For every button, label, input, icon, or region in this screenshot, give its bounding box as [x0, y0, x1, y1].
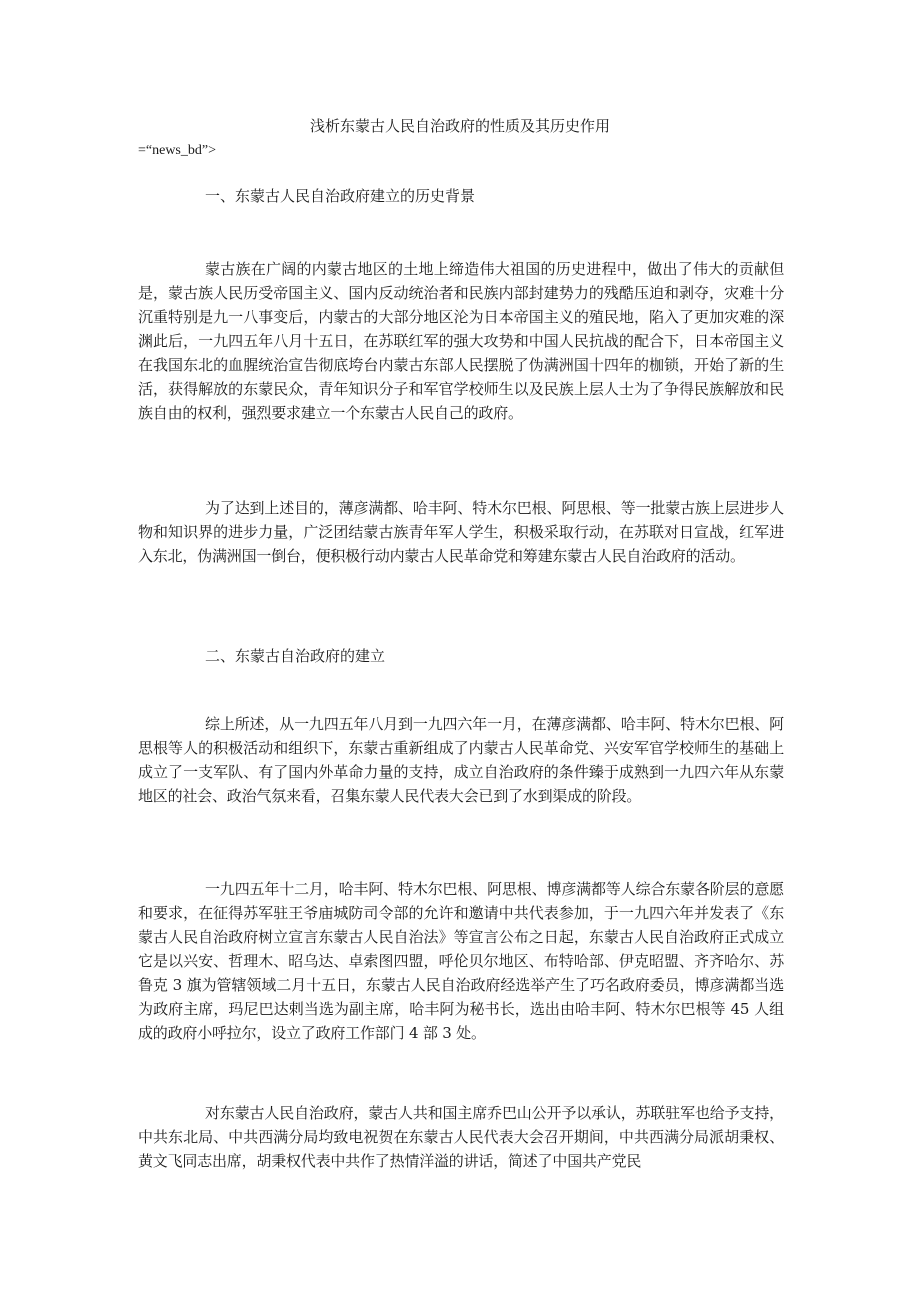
- paragraph-background-1: 蒙古族在广阔的内蒙古地区的土地上缔造伟大祖国的历史进程中，做出了伟大的贡献但是，蒙古族人民历受帝国主义、国内反动统治者和民族内部封建势力的残酷压迫和剥夺，灾难十分沉重特别是九一八事变后，内蒙古的大部分地区沦为日本帝国主义的殖民地，陷入了更加灾难的深渊此后，一九四五年八月十五日，在苏联红军的强大攻势和中国人民抗战的配合下，日本帝国主义在我国东北的血腥统治宣告彻底垮台内蒙古东部人民摆脱了伪满洲国十四年的枷锁，开始了新的生活，获得解放的东蒙民众，青年知识分子和军官学校师生以及民族上层人士为了争得民族解放和民族自由的权利，强烈要求建立一个东蒙古人民自己的政府。: [138, 260, 784, 422]
- section-heading-background: 一、东蒙古人民自治政府建立的历史背景: [205, 187, 476, 205]
- paragraph-establishment-2: 一九四五年十二月，哈丰阿、特木尔巴根、阿思根、博彦满都等人综合东蒙各阶层的意愿和要求，在征得苏军驻王爷庙城防司令部的允许和邀请中共代表参加，于一九四六年并发表了《东蒙古人民自治政府树立宣言东蒙古人民自治法》等宣言公布之日起，东蒙古人民自治政府正式成立它是以兴安、哲理木、昭乌达、卓索图四盟，呼伦贝尔地区、布特哈部、伊克昭盟、齐齐哈尔、苏鲁克 3 旗为管辖领域二月十五日，东蒙古人民自治政府经选举产生了巧名政府委员，博彦满都当选为政府主席，玛尼巴达剌当选为副主席，哈丰阿为秘书长，选出由哈丰阿、特木尔巴根等 45 人组成的政府小呼拉尔，设立了政府工作部门 4 部 3 处。: [138, 880, 784, 1042]
- section-heading-establishment: 二、东蒙古自治政府的建立: [205, 647, 386, 665]
- paragraph-establishment-1: 综上所述，从一九四五年八月到一九四六年一月，在薄彦满都、哈丰阿、特木尔巴根、阿思根等人的积极活动和组织下，东蒙古重新组成了内蒙古人民革命党、兴安军官学校师生的基础上成立了一支军队、有了国内外革命力量的支持，成立自治政府的条件臻于成熟到一九四六年从东蒙地区的社会、政治气氛来看，召集东蒙人民代表大会已到了水到渠成的阶段。: [138, 715, 784, 805]
- stray-markup-text: =“news_bd”>: [138, 143, 216, 158]
- page-title: 浅析东蒙古人民自治政府的性质及其历史作用: [309, 117, 610, 135]
- paragraph-background-2: 为了达到上述目的，薄彦满都、哈丰阿、特木尔巴根、阿思根、等一批蒙古族上层进步人物和知识界的进步力量，广泛团结蒙古族青年军人学生，积极采取行动，在苏联对日宣战，红军进入东北，伪满洲国一倒台，便积极行动内蒙古人民革命党和筹建东蒙古人民自治政府的活动。: [138, 499, 784, 565]
- paragraph-establishment-3: 对东蒙古人民自治政府，蒙古人共和国主席乔巴山公开予以承认，苏联驻军也给予支持，中共东北局、中共西满分局均致电祝贺在东蒙古人民代表大会召开期间，中共西满分局派胡秉权、黄文飞同志出席，胡秉权代表中共作了热情洋溢的讲话，简述了中国共产党民: [138, 1104, 784, 1170]
